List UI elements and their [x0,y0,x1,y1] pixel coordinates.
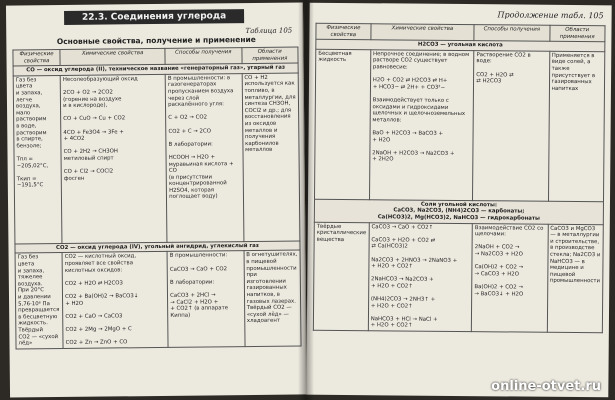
left-table [12,47,301,350]
continuation-label: Продолжение табл. 105 [497,10,604,21]
cell-chemical: Непрочное соединение; в водном растворе CO2 существует равновесие: H2O + CO2 ⇄ H2CO3 ⇄ H+ + HCO3− ⇄ 2H+ + CO3²− Взаимодействует только с оксидами и гидроксидами щелочных и щелочноземельных металлов: BaO + H2CO3 → BaCO3 + + H2O 2NaOH + H2CO3 → Na2CO3 + + 2H2O [369,50,474,201]
section-title-co: CO — оксид углерода (II), техническое название «генераторный газ», угарный газ [13,63,298,76]
cell-applications: CaCO3 и MgCO3 — в металлургии и строительстве, в производстве стекла; Na2CO3 и NaHCO3 — в медицине и пищевой промышленности [547,224,603,333]
book-gutter [298,0,314,400]
table-number: Таблица 105 [245,26,293,36]
cell-methods: Растворение CO2 в воде: CO2 + H2O ⇄ ⇄ H2CO3 [473,50,550,201]
header-applications: Области применения [549,25,605,42]
table-row [13,73,300,244]
watermark: online-otvet.ru [491,379,601,394]
cell-methods: В промышленности: в газогенераторах пропусканием воздуха через слой раскалённого угля: C + O2 → CO2 CO2 + C → 2CO В лаборатории: HCOOH → H2O + муравьиная кислота + CO (в присутствии концентрированной H2SO4, которая поглощает воду) [165,73,243,242]
left-page [6,2,307,397]
cell-applications: В огнетушителях, в пищевой промышленности при изготовлении газированных напитков, в газовых лазерах. Твёрдый CO2 — «сухой лёд» — хладоагент [244,250,301,346]
section-row [314,199,603,224]
header-applications: Области применения [242,47,299,64]
header-methods: Способы получения [474,25,549,42]
table-row [315,49,605,202]
section-title: 22.3. Соединения углерода [64,9,244,25]
cell-applications: Применяется в виде солей, а также присутствует в газированных напитках [548,51,605,201]
section-title-h2co3: H2CO3 — угольная кислота [316,39,605,51]
right-table [313,23,606,334]
table-row [15,250,301,348]
cell-methods: В промышленности: CaCO3 → CaO + CO2 В лаборатории: CaCO3 + 2HCl → → CaCl2 + H2O + + CO2↑ (в аппарате Киппа) [167,251,244,347]
header-methods: Способы получения [165,48,242,65]
header-physical: Физические свойства [316,23,371,40]
right-page [306,3,611,398]
table-row [313,222,603,333]
cell-chemical: CaCO3 → CaO + CO2↑ CaCO3 + H2O + CO2 ⇄ ⇄ Ca(HCO3)2 Na2CO3 + 2HNO3 → 2NaNO3 + + H2O + CO2↑ 2NaHCO3 → Na2CO3 + + H2O + CO2↑ (NH4)2CO3 → 2NH3↑ + + H2O + CO2↑ NaHCO3 + HCl → NaCl + + H2O + CO2↑ [368,222,472,331]
cell-applications: CO + H2 используется как топливо, в металлургии, для синтеза CH3OH, COCl2 и др.; для восстановления из оксидов металлов и получения карбонилов металлов [242,73,300,242]
header-physical: Физические свойства [13,50,60,67]
section-title-co2: CO2 — оксид углерода (IV), угольный ангидрид, углекислый газ [15,241,300,254]
cell-chemical: Несолеобразующий оксид 2CO + O2 → 2CO2 (горение на воздухе и в кислороде), CO + CuO → Cu + CO2 4CO + Fe3O4 → 3Fe + + 4CO2 CO + 2H2 → CH3OH метиловый спирт CO + Cl2 → COCl2 фосген [60,74,167,243]
table-subtitle: Основные свойства, получение и применение [56,34,256,47]
section-title-salts: Соли угольной кислоты: CaCO3, Na2CO3, (NH4)2CO3 — карбонаты; Ca(HCO3)2, Mg(HCO3)2, NaHCO3 — гидрокарбонаты [314,199,603,224]
header-chemical: Химические свойства [371,24,475,41]
cell-physical: Твёрдые кристаллические вещества [313,222,369,331]
cell-physical: Газ без цвета и запаха, легче воздуха, мало растворим в воде, растворим в спирте, бензоле; Tпл = −205,02°C, Tкип = −191,5°C [13,75,62,243]
cell-chemical: CO2 — кислотный оксид, проявляет все свойства кислотных оксидов: CO2 + H2O ⇄ H2CO3 CO2 + Ba(OH)2 → BaCO3↓ + H2O CO2 + CaO → CaCO3 CO2 + 2Mg → 2MgO + C CO2 + Zn → ZnO + CO [62,252,168,348]
cell-physical: Бесцветная жидкость [315,49,371,199]
header-chemical: Химические свойства [60,48,165,65]
cell-methods: Взаимодействие CO2 со щелочами: 2NaOH + CO2 → → Na2CO3 + H2O Ca(OH)2 + CO2 → → CaCO3 + H2O Ba(OH)2 + CO2 → → BaCO3↓ + H2O [472,223,548,332]
cell-physical: Газ без цвета и запаха, тяжелее воздуха. При 20°C и давлении 5,76·10⁶ Па превращается в бесцветную жидкость. Твёрдый CO2 — «сухой лёд» [15,253,63,349]
